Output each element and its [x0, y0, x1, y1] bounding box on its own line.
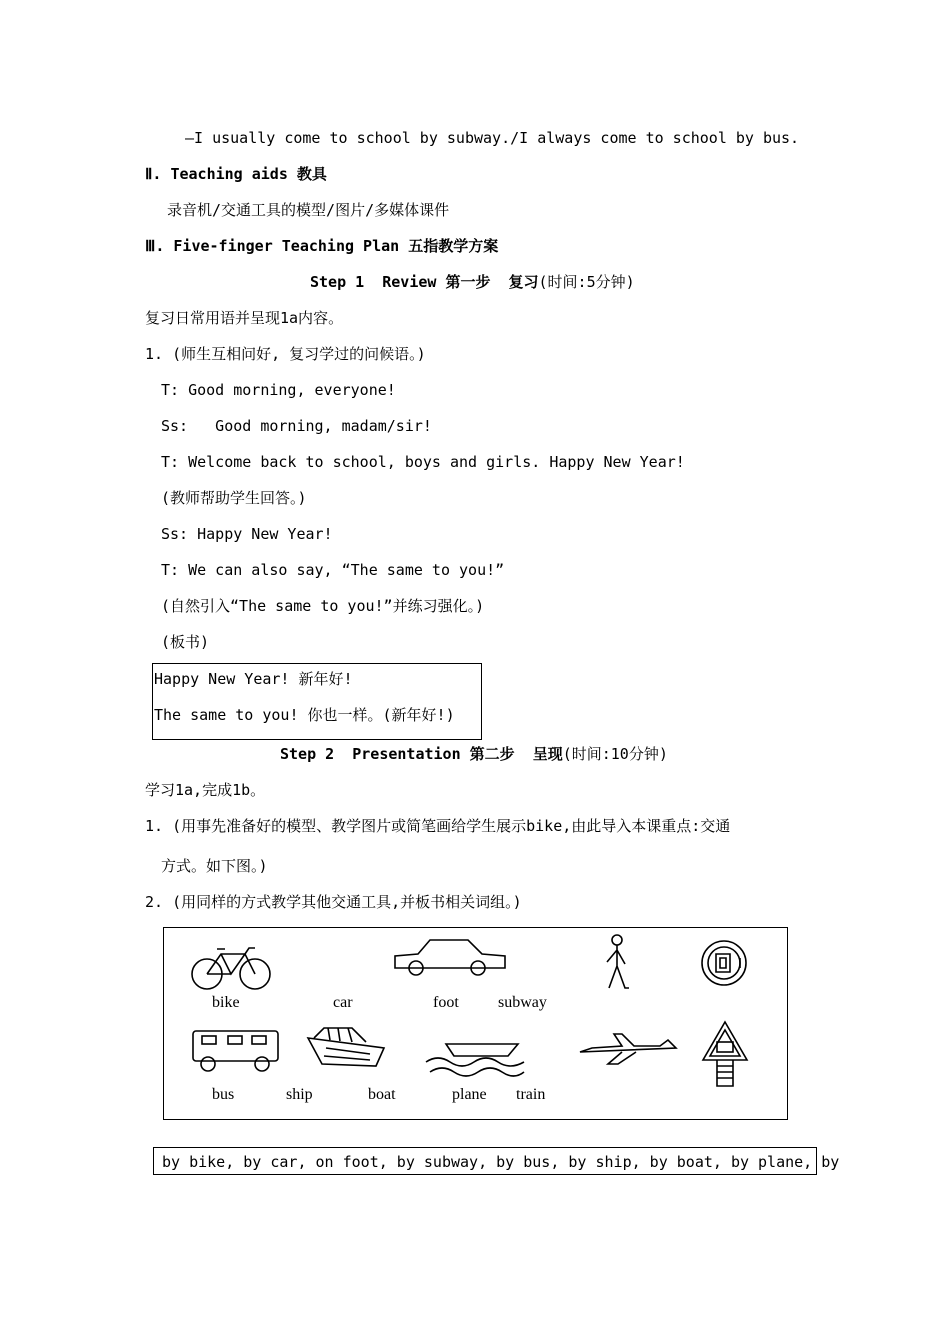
- label-plane: plane: [452, 1086, 487, 1103]
- phrase-list: by bike, by car, on foot, by subway, by bus, by ship, by boat, by plane, by: [162, 1153, 840, 1171]
- label-bus: bus: [212, 1086, 235, 1103]
- step1-time: (时间:5分钟): [538, 273, 635, 291]
- board-label: (板书): [161, 633, 210, 651]
- dialog-line-4: Ss: Happy New Year!: [161, 525, 333, 543]
- dialog-line-5: T: We can also say, “The same to you!”: [161, 561, 505, 579]
- step2-item1-line1: 1. (用事先准备好的模型、教学图片或简笔画给学生展示bike,由此导入本课重点:交通: [145, 817, 731, 835]
- example-answer: —I usually come to school by subway./I always come to school by bus.: [185, 129, 800, 147]
- step1-heading: Step 1 Review 第一步 复习: [310, 273, 539, 291]
- step2-item1-line2: 方式。如下图。): [161, 857, 268, 875]
- label-ship: ship: [286, 1086, 313, 1103]
- dialog-line-3: T: Welcome back to school, boys and girls. Happy New Year!: [161, 453, 685, 471]
- board-line-1: Happy New Year! 新年好!: [154, 670, 353, 688]
- bus-icon: [190, 1028, 282, 1074]
- section3-heading: Ⅲ. Five-finger Teaching Plan 五指教学方案: [145, 237, 499, 255]
- teaching-aids-text: 录音机/交通工具的模型/图片/多媒体课件: [167, 201, 450, 219]
- phrase-box: [153, 1147, 840, 1175]
- boat-icon: [424, 1034, 528, 1076]
- ship-icon: [304, 1024, 390, 1072]
- bike-icon: [189, 946, 273, 992]
- car-icon: [392, 938, 510, 976]
- step2-time: (时间:10分钟): [562, 745, 668, 763]
- step1-intro: 复习日常用语并呈现1a内容。: [145, 309, 344, 327]
- label-train: train: [516, 1086, 546, 1103]
- transport-picture-box: [163, 927, 788, 1120]
- dialog-line-2: Ss: Good morning, madam/sir!: [161, 417, 432, 435]
- note-2: (自然引入“The same to you!”并练习强化。): [161, 597, 485, 615]
- label-foot: foot: [433, 994, 459, 1011]
- step2-heading-row: [280, 744, 668, 764]
- section2-heading: Ⅱ. Teaching aids 教具: [145, 165, 327, 183]
- label-bike: bike: [212, 994, 240, 1011]
- subway-logo-icon: [700, 938, 748, 988]
- train-sign-icon: [700, 1020, 750, 1088]
- walking-person-icon: [599, 934, 631, 992]
- step2-item2: 2. (用同样的方式教学其他交通工具,并板书相关词组。): [145, 893, 522, 911]
- step1-heading-row: [310, 272, 635, 292]
- plane-icon: [578, 1032, 680, 1066]
- label-boat: boat: [368, 1086, 396, 1103]
- step1-item1: 1. (师生互相问好, 复习学过的问候语。): [145, 345, 426, 363]
- board-line-2: The same to you! 你也一样。(新年好!): [154, 706, 455, 724]
- board-box: [152, 663, 482, 740]
- dialog-line-1: T: Good morning, everyone!: [161, 381, 396, 399]
- label-car: car: [333, 994, 353, 1011]
- note-1: (教师帮助学生回答。): [161, 489, 307, 507]
- step2-heading: Step 2 Presentation 第二步 呈现: [280, 745, 563, 763]
- step2-intro: 学习1a,完成1b。: [145, 781, 266, 799]
- label-subway: subway: [498, 994, 547, 1011]
